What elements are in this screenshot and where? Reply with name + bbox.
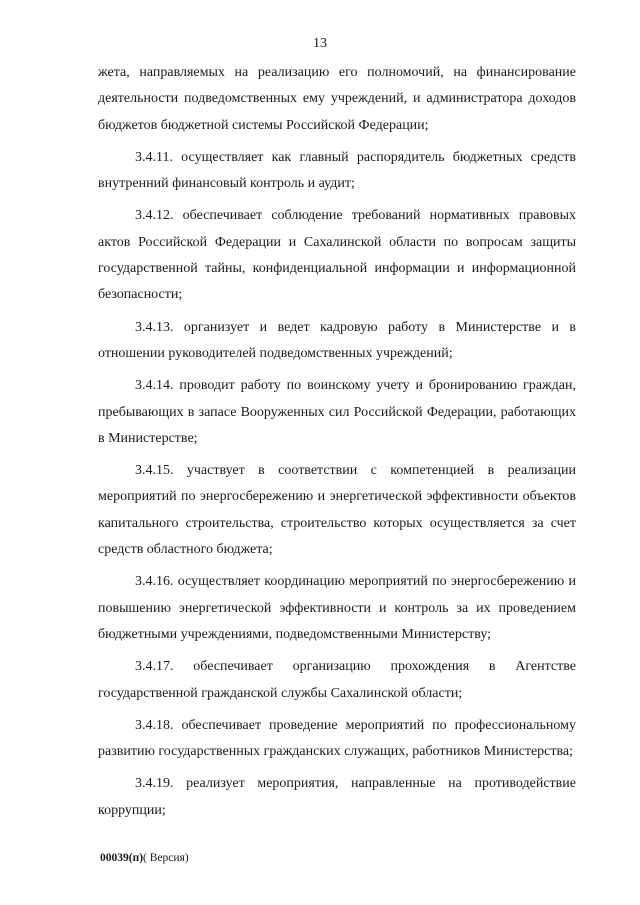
document-footer bbox=[100, 852, 189, 864]
document-body bbox=[98, 60, 576, 830]
paragraph-3-4-16: 3.4.16. осуществляет координацию мероприятий по энергосбережению и повышению энергетической эффективности и контроль за их проведением бюджетными учреждениями, подведомственными Министерству; bbox=[98, 574, 576, 642]
paragraph-continuation: жета, направляемых на реализацию его полномочий, на финансирование деятельности подведомственных ему учреждений, и администратора доходов бюджетов бюджетной системы Российской Федерации; bbox=[98, 65, 576, 133]
paragraph-3-4-18: 3.4.18. обеспечивает проведение мероприятий по профессиональному развитию государственных гражданских служащих, работников Министерства; bbox=[98, 717, 576, 760]
paragraph-3-4-15: 3.4.15. участвует в соответствии с компетенцией в реализации мероприятий по энергосбережению и энергетической эффективности объектов капитального строительства, строительство которых осуществляется за счет средств областного бюджета; bbox=[98, 463, 576, 558]
document-version: ( Версия) bbox=[143, 852, 189, 864]
document-code: 00039(п) bbox=[100, 852, 144, 864]
paragraph-3-4-17: 3.4.17. обеспечивает организацию прохождения в Агентстве государственной гражданской службы Сахалинской области; bbox=[98, 659, 576, 701]
paragraph-3-4-14: 3.4.14. проводит работу по воинскому учету и бронированию граждан, пребывающих в запасе Вооруженных сил Российской Федерации, работающих в Министерстве; bbox=[98, 378, 576, 446]
paragraph-3-4-11: 3.4.11. осуществляет как главный распорядитель бюджетных средств внутренний финансовый контроль и аудит; bbox=[98, 149, 576, 192]
paragraph-3-4-12: 3.4.12. обеспечивает соблюдение требований нормативных правовых актов Российской Федерации и Сахалинской области по вопросам защиты государственной тайны, конфиденциальной информации и информационной безопасности; bbox=[98, 208, 576, 303]
paragraph-3-4-13: 3.4.13. организует и ведет кадровую работу в Министерстве и в отношении руководителей подведомственных учреждений; bbox=[98, 319, 576, 361]
paragraph-3-4-19: 3.4.19. реализует мероприятия, направленные на противодействие коррупции; bbox=[98, 776, 576, 818]
page-number: 13 bbox=[313, 36, 327, 51]
